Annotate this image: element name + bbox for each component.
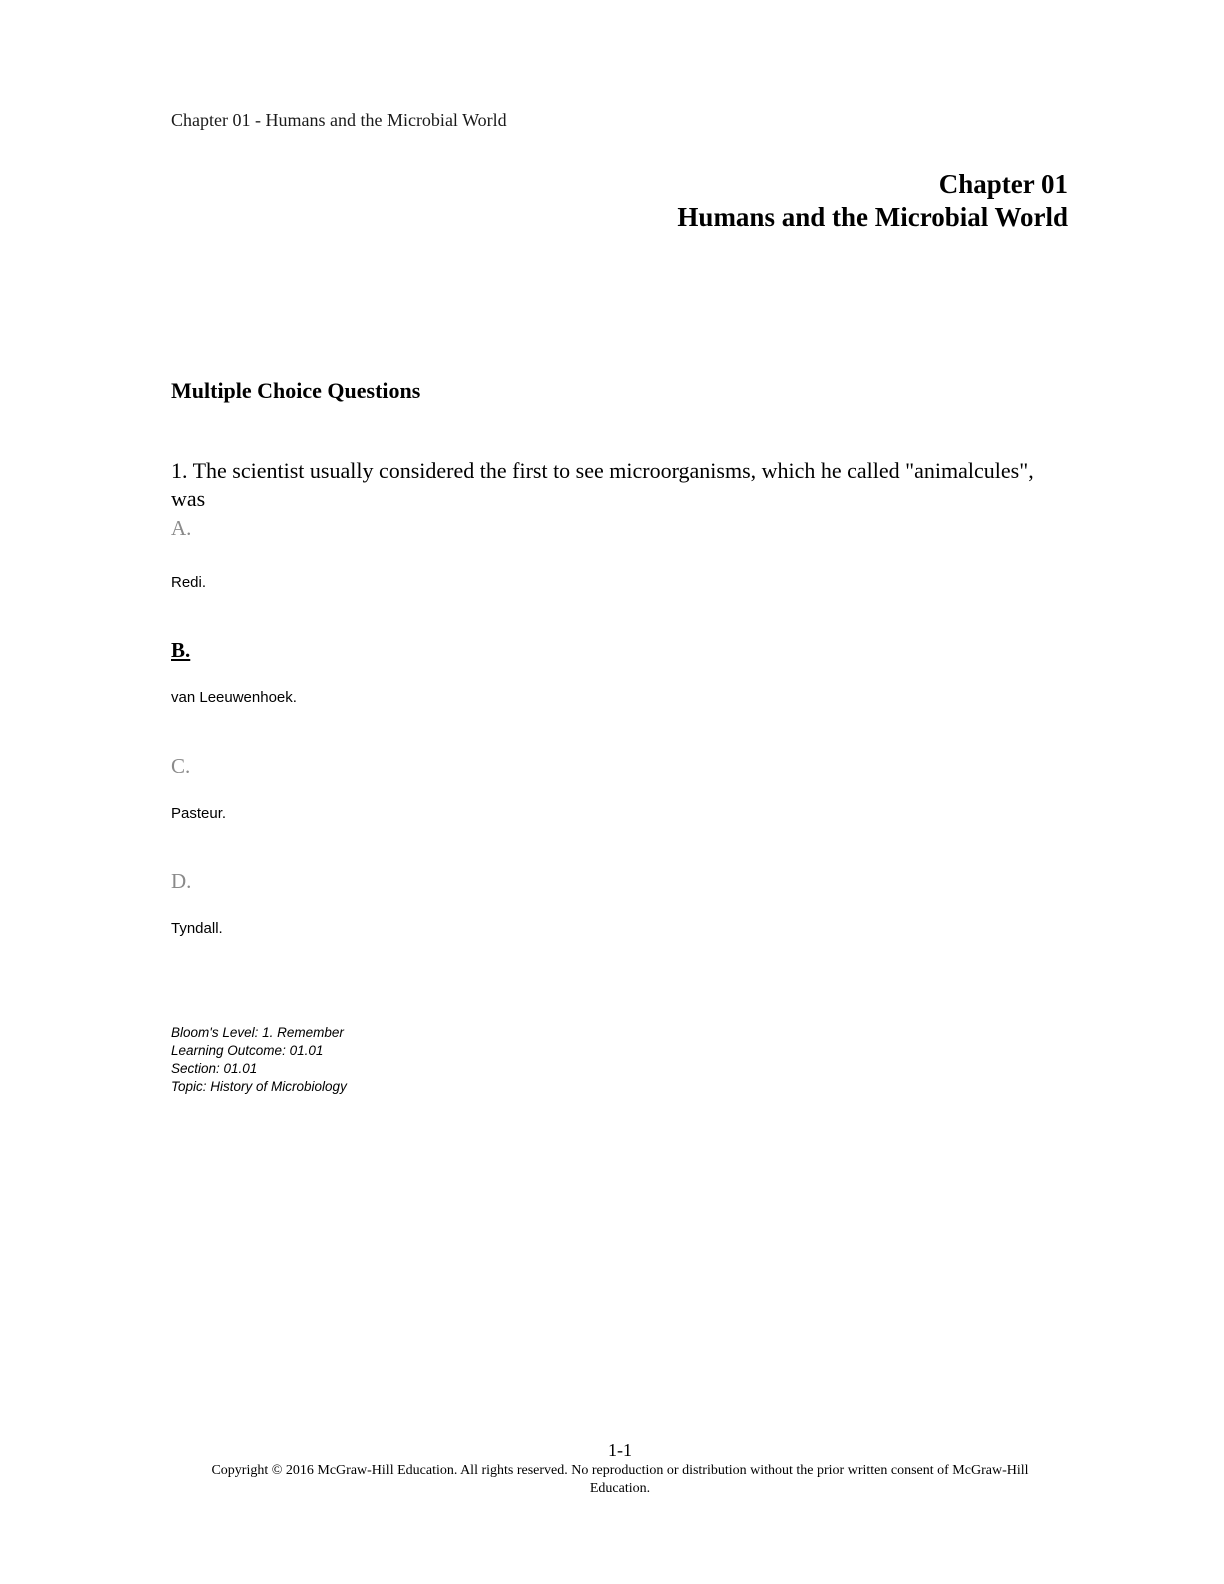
option-a-text: Redi. [171,574,207,591]
option-c-text: Pasteur. [171,805,227,822]
section-heading: Multiple Choice Questions [171,378,421,403]
question-metadata [171,1024,347,1096]
chapter-number: Chapter 01 [938,169,1068,199]
option-c-letter: C. [171,754,191,778]
page-number: 1-1 [608,1440,632,1460]
running-header: Chapter 01 - Humans and the Microbial World [171,110,507,130]
option-d-text: Tyndall. [171,920,223,937]
option-a-letter: A. [171,516,192,540]
blooms-level: Bloom's Level: 1. Remember [171,1025,344,1040]
topic: Topic: History of Microbiology [171,1079,347,1094]
section-number: Section: 01.01 [171,1061,258,1076]
option-b-text: van Leeuwenhoek. [171,689,297,706]
option-d-letter: D. [171,869,192,893]
chapter-name: Humans and the Microbial World [677,202,1068,232]
chapter-title [677,168,1068,234]
option-b-letter: B. [171,638,191,662]
learning-outcome: Learning Outcome: 01.01 [171,1043,324,1058]
question-text: 1. The scientist usually considered the first to see microorganisms, which he called "animalcules", was [171,458,1034,511]
copyright-notice: Copyright © 2016 McGraw-Hill Education. All rights reserved. No reproduction or distribution without the prior written consent of McGraw-Hill Education. [211,1463,1029,1496]
